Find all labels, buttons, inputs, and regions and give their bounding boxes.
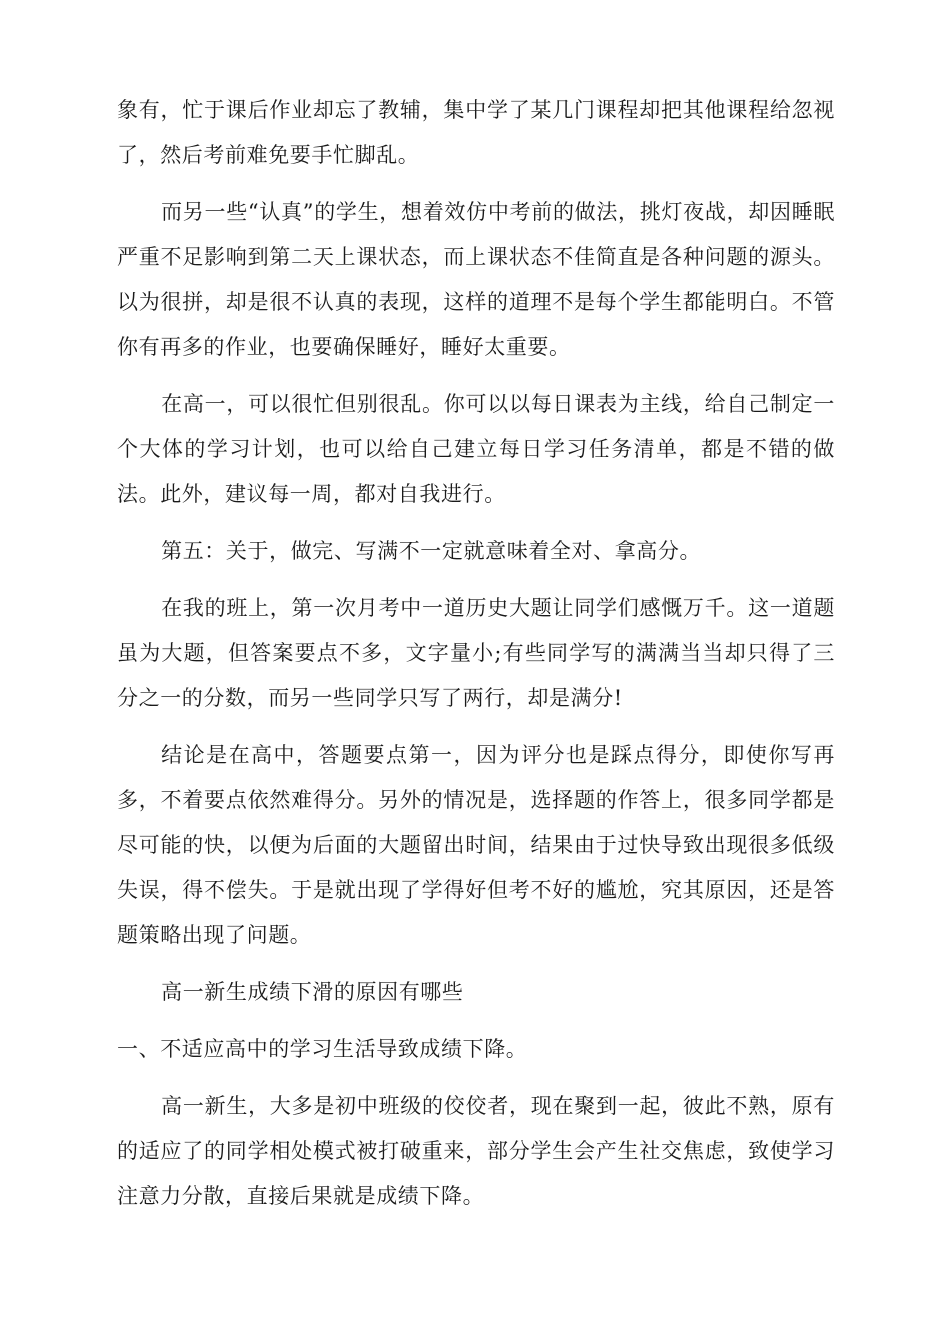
paragraph-late-night-study: 而另一些“认真”的学生，想着效仿中考前的做法，挑灯夜战，却因睡眠严重不足影响到第二天上课状态，而上课状态不佳简直是各种问题的源头。以为很拼，却是很不认真的表现，这样的道理不是每个学生都能明白。不管你有再多的作业，也要确保睡好，睡好太重要。 [117, 200, 835, 359]
paragraph-conclusion: 结论是在高中，答题要点第一，因为评分也是踩点得分，即使你写再多，不着要点依然难得分。另外的情况是，选择题的作答上，很多同学都是尽可能的快，以便为后面的大题留出时间，结果由于过快导致出现很多低级失误，得不偿失。于是就出现了学得好但考不好的尴尬，究其原因，还是答题策略出现了问题。 [117, 743, 835, 947]
paragraph-study-plan: 在高一，可以很忙但别很乱。你可以以每日课表为主线，给自己制定一个大体的学习计划，也可以给自己建立每日学习任务清单，都是不错的做法。此外，建议每一周，都对自我进行。 [117, 392, 835, 506]
paragraph-history-exam: 在我的班上，第一次月考中一道历史大题让同学们感慨万千。这一道题虽为大题，但答案要点不多，文字量小;有些同学写的满满当当却只得了三分之一的分数，而另一些同学只写了两行，却是满分! [117, 596, 835, 710]
paragraph-new-students: 高一新生，大多是初中班级的佼佼者，现在聚到一起，彼此不熟，原有的适应了的同学相处模式被打破重来，部分学生会产生社交焦虑，致使学习注意力分散，直接后果就是成绩下降。 [117, 1094, 835, 1208]
section-heading: 高一新生成绩下滑的原因有哪些 [161, 980, 464, 1004]
document-body [117, 88, 835, 1219]
subheading-one: 一、不适应高中的学习生活导致成绩下降。 [117, 1037, 528, 1061]
paragraph-point-five: 第五：关于，做完、写满不一定就意味着全对、拿高分。 [161, 539, 702, 563]
paragraph-continuation: 象有，忙于课后作业却忘了教辅，集中学了某几门课程却把其他课程给忽视了，然后考前难免要手忙脚乱。 [117, 98, 835, 167]
